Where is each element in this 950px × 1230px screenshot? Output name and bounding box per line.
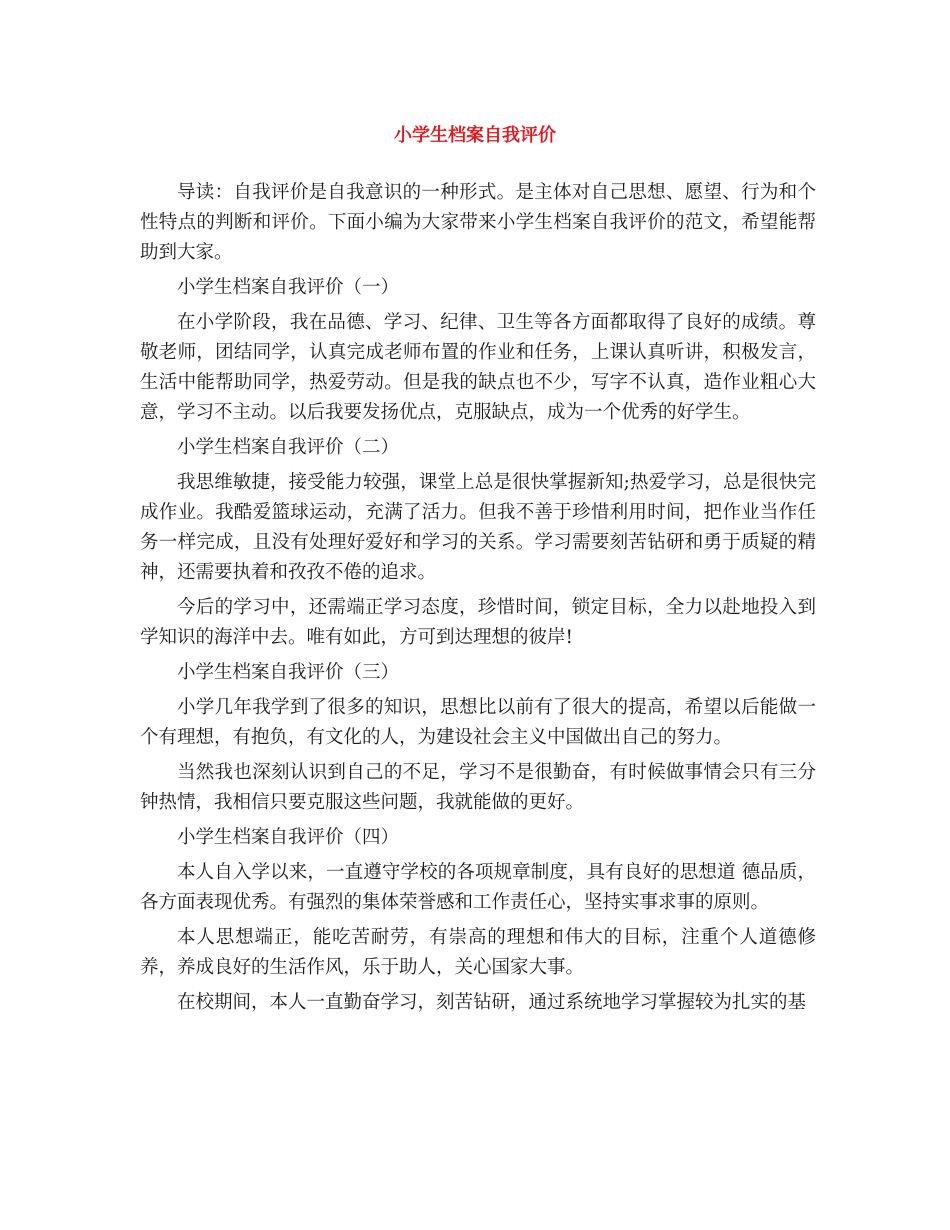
section-3: [140, 658, 816, 823]
section-4: [140, 823, 816, 1023]
section-heading: 小学生档案自我评价（四）: [177, 827, 400, 848]
section-1: [140, 273, 816, 433]
section-heading: 小学生档案自我评价（一）: [177, 277, 400, 298]
intro-paragraph: 导读：自我评价是自我意识的一种形式。是主体对自己思想、愿望、行为和个性特点的判断和评价。下面小编为大家带来小学生档案自我评价的范文，希望能帮助到大家。: [140, 182, 816, 263]
document-title: 小学生档案自我评价: [394, 125, 556, 146]
section-paragraph: 本人自入学以来，一直遵守学校的各项规章制度，具有良好的思想道 德品质，各方面表现优秀。有强烈的集体荣誉感和工作责任心，坚持实事求事的原则。: [140, 862, 816, 913]
section-paragraph: 在校期间，本人一直勤奋学习，刻苦钻研，通过系统地学习掌握较为扎实的基: [177, 992, 807, 1013]
section-paragraph: 小学几年我学到了很多的知识，思想比以前有了很大的提高，希望以后能做一个有理想，有抱负，有文化的人，为建设社会主义中国做出自己的努力。: [140, 697, 816, 748]
section-heading: 小学生档案自我评价（二）: [177, 437, 400, 458]
document-body: [140, 178, 816, 1023]
section-paragraph: 我思维敏捷，接受能力较强，课堂上总是很快掌握新知;热爱学习，总是很快完成作业。我酷爱篮球运动，充满了活力。但我不善于珍惜利用时间，把作业当作任务一样完成，且没有处理好爱好和学习的关系。学习需要刻苦钻研和勇于质疑的精神，还需要执着和孜孜不倦的追求。: [140, 472, 816, 583]
section-2: [140, 433, 816, 658]
section-paragraph: 今后的学习中，还需端正学习态度，珍惜时间，锁定目标，全力以赴地投入到学知识的海洋中去。唯有如此，方可到达理想的彼岸!: [140, 597, 816, 648]
section-paragraph: 当然我也深刻认识到自己的不足，学习不是很勤奋，有时候做事情会只有三分钟热情，我相信只要克服这些问题，我就能做的更好。: [140, 762, 816, 813]
section-heading: 小学生档案自我评价（三）: [177, 662, 400, 683]
section-paragraph: 在小学阶段，我在品德、学习、纪律、卫生等各方面都取得了良好的成绩。尊敬老师，团结同学，认真完成老师布置的作业和任务，上课认真听讲，积极发言，生活中能帮助同学，热爱劳动。但是我的缺点也不少，写字不认真，造作业粗心大意，学习不主动。以后我要发扬优点，克服缺点，成为一个优秀的好学生。: [140, 312, 816, 423]
section-paragraph: 本人思想端正，能吃苦耐劳，有崇高的理想和伟大的目标，注重个人道德修养，养成良好的生活作风，乐于助人，关心国家大事。: [140, 927, 816, 978]
